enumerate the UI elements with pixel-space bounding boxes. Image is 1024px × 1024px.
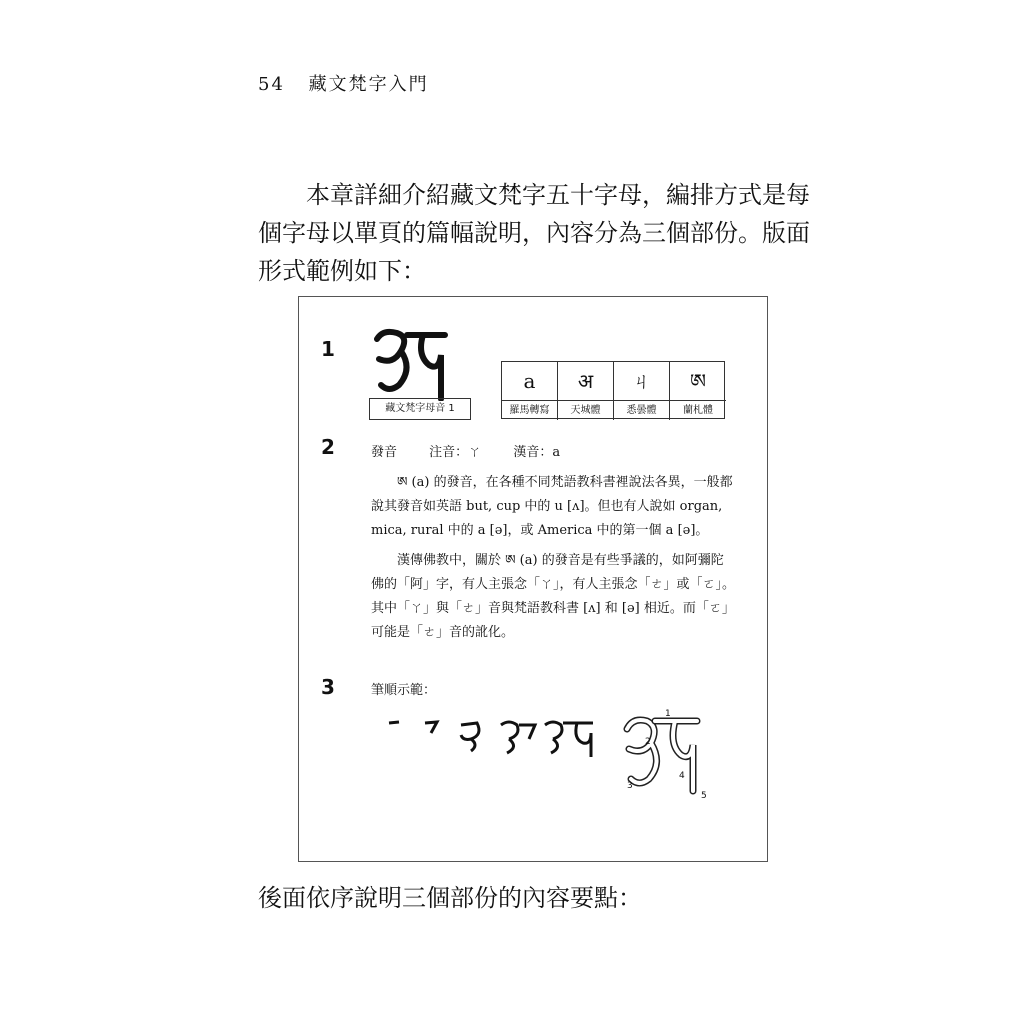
book-title: 藏文梵字入門 xyxy=(308,74,429,95)
sample-layout-box xyxy=(298,296,768,862)
glyph-devanagari: अ xyxy=(577,369,594,393)
label-siddham: 悉曇體 xyxy=(614,400,669,421)
label-roman: 羅馬轉寫 xyxy=(502,400,557,421)
glyph-siddham: ㄐ xyxy=(631,369,652,393)
script-cell-lantsa xyxy=(670,362,726,420)
pronunciation-explanation xyxy=(371,471,735,651)
script-table xyxy=(501,361,725,419)
stroke-order-diagram xyxy=(619,705,719,805)
stroke-number-2: 2 xyxy=(645,737,651,747)
glyph-lantsa: ཨ xyxy=(689,369,707,393)
tibetan-a-large-icon xyxy=(371,325,451,401)
page-number: 54 xyxy=(258,74,285,95)
intro-paragraph: 本章詳細介紹藏文梵字五十字母，編排方式是每個字母以單頁的篇幅說明，內容分為三個部份。版面形式範例如下： xyxy=(258,181,810,285)
label-devanagari: 天城體 xyxy=(558,400,613,421)
section-1-number: 1 xyxy=(321,337,335,361)
tibetan-a-outline-icon xyxy=(619,705,719,805)
pronunciation-label: 發音 xyxy=(371,445,398,460)
stroke-order-label: 筆順示範： xyxy=(371,683,437,698)
script-cell-devanagari xyxy=(558,362,614,420)
letter-caption: 藏文梵字母音 1 xyxy=(369,398,471,420)
explanation-paragraph-1: ཨ (a) 的發音，在各種不同梵語教科書裡說法各異，一般都說其發音如英語 but, cup 中的 u [ʌ]。但也有人說如 organ, mica, rural 中的 a [ə]，或 America 中的第一個 a [ə]。 xyxy=(371,475,733,538)
section-2-number: 2 xyxy=(321,435,335,459)
stroke-number-1: 1 xyxy=(665,709,671,719)
page-header xyxy=(258,70,429,96)
stroke-sequence-icon xyxy=(379,711,599,761)
glyph-roman: a xyxy=(523,369,536,393)
zhuyin-value: 注音：ㄚ xyxy=(429,445,482,460)
stroke-number-3: 3 xyxy=(627,781,633,791)
hanyin-value: 漢音：a xyxy=(513,445,561,460)
outro-text: 後面依序說明三個部份的內容要點： xyxy=(258,884,642,912)
script-cell-roman xyxy=(502,362,558,420)
explanation-paragraph-2: 漢傳佛教中，關於 ཨ (a) 的發音是有些爭議的，如阿彌陀佛的「阿」字，有人主張念「ㄚ」，有人主張念「ㄜ」或「ㄛ」。其中「ㄚ」與「ㄜ」音與梵語教科書 [ʌ] 和 [ə] 相近。而「ㄛ」可能是「ㄜ」音的訛化。 xyxy=(371,553,736,640)
script-cell-siddham xyxy=(614,362,670,420)
intro-text xyxy=(258,176,818,290)
label-lantsa: 蘭札體 xyxy=(670,400,726,421)
stroke-number-5: 5 xyxy=(701,791,707,801)
pronunciation-line xyxy=(371,441,588,460)
stroke-number-4: 4 xyxy=(679,771,685,781)
section-3-number: 3 xyxy=(321,675,335,699)
